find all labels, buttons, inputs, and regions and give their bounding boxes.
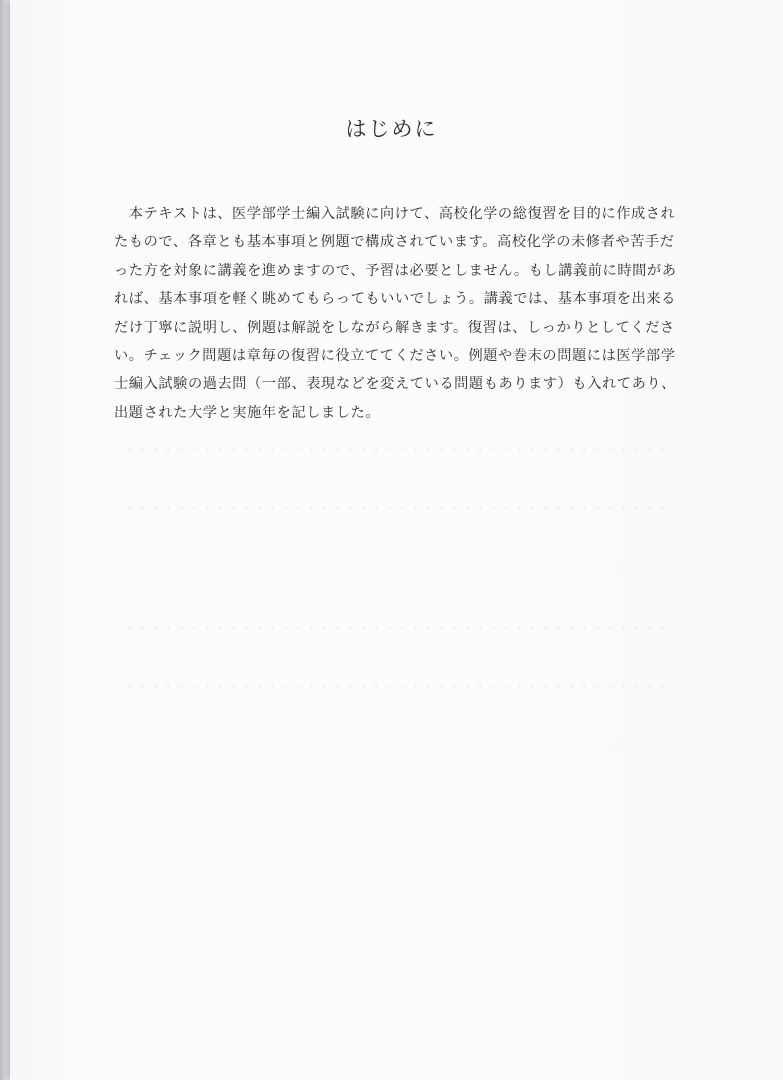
paragraph-line: れば、基本事項を軽く眺めてもらってもいいでしょう。講義では、基本事項を出来る <box>114 291 676 308</box>
paragraph-line: 士編入試験の過去問（一部、表現などを変えている問題もあります）も入れてあり、 <box>114 376 676 393</box>
intro-paragraph <box>114 200 714 427</box>
bleed-through-line: ・・・・・・・・・・・・・・・・・・・・・・・・・・・・・・・・・・・・・・・・・・ <box>124 502 670 515</box>
bleed-through-line: ・・・・・・・・・・・・・・・・・・・・・・・・・・・・・・・・・・・・・・・・・・ <box>124 738 670 751</box>
paragraph-line: 本テキストは、医学部学士編入試験に向けて、高校化学の総復習を目的に作成され <box>114 206 676 222</box>
bleed-through-line: ・・・・・・・・・・・・・・・・・・・・・・・・・・・・・・・・・・・・・・・・・・ <box>124 444 670 457</box>
paragraph-line: だけ丁寧に説明し、例題は解説をしながら解きます。復習は、しっかりとしてくださ <box>114 319 675 336</box>
bleed-through-line: ・・・・・・・・・・・・・・・・・・・・・・・・・・・・・・・・・・・・・・・・・・ <box>124 562 670 575</box>
page-edge-shadow <box>0 0 10 1080</box>
paragraph-line: たもので、各章とも基本事項と例題で構成されています。高校化学の未修者や苦手だ <box>114 234 675 251</box>
page-title: はじめに <box>345 117 438 141</box>
bleed-through-line: ・・・・・・・・・・・・・・・・・・・・・・・・・・・・・・・・・・・・・・・・・・ <box>124 680 670 693</box>
bleed-through-line: ・・・・・・・・・・・・・・・・・・・・・・・・・・・・・・・・・・・・・・・・・・ <box>124 622 670 635</box>
paragraph-line: い。チェック問題は章毎の復習に役立ててください。例題や巻末の問題には医学部学 <box>114 348 676 365</box>
document-page <box>10 0 783 1080</box>
paragraph-line: った方を対象に講義を進めますので、予習は必要としません。もし講義前に時間があ <box>114 262 677 279</box>
paragraph-line: 出題された大学と実施年を記しました。 <box>114 404 381 421</box>
